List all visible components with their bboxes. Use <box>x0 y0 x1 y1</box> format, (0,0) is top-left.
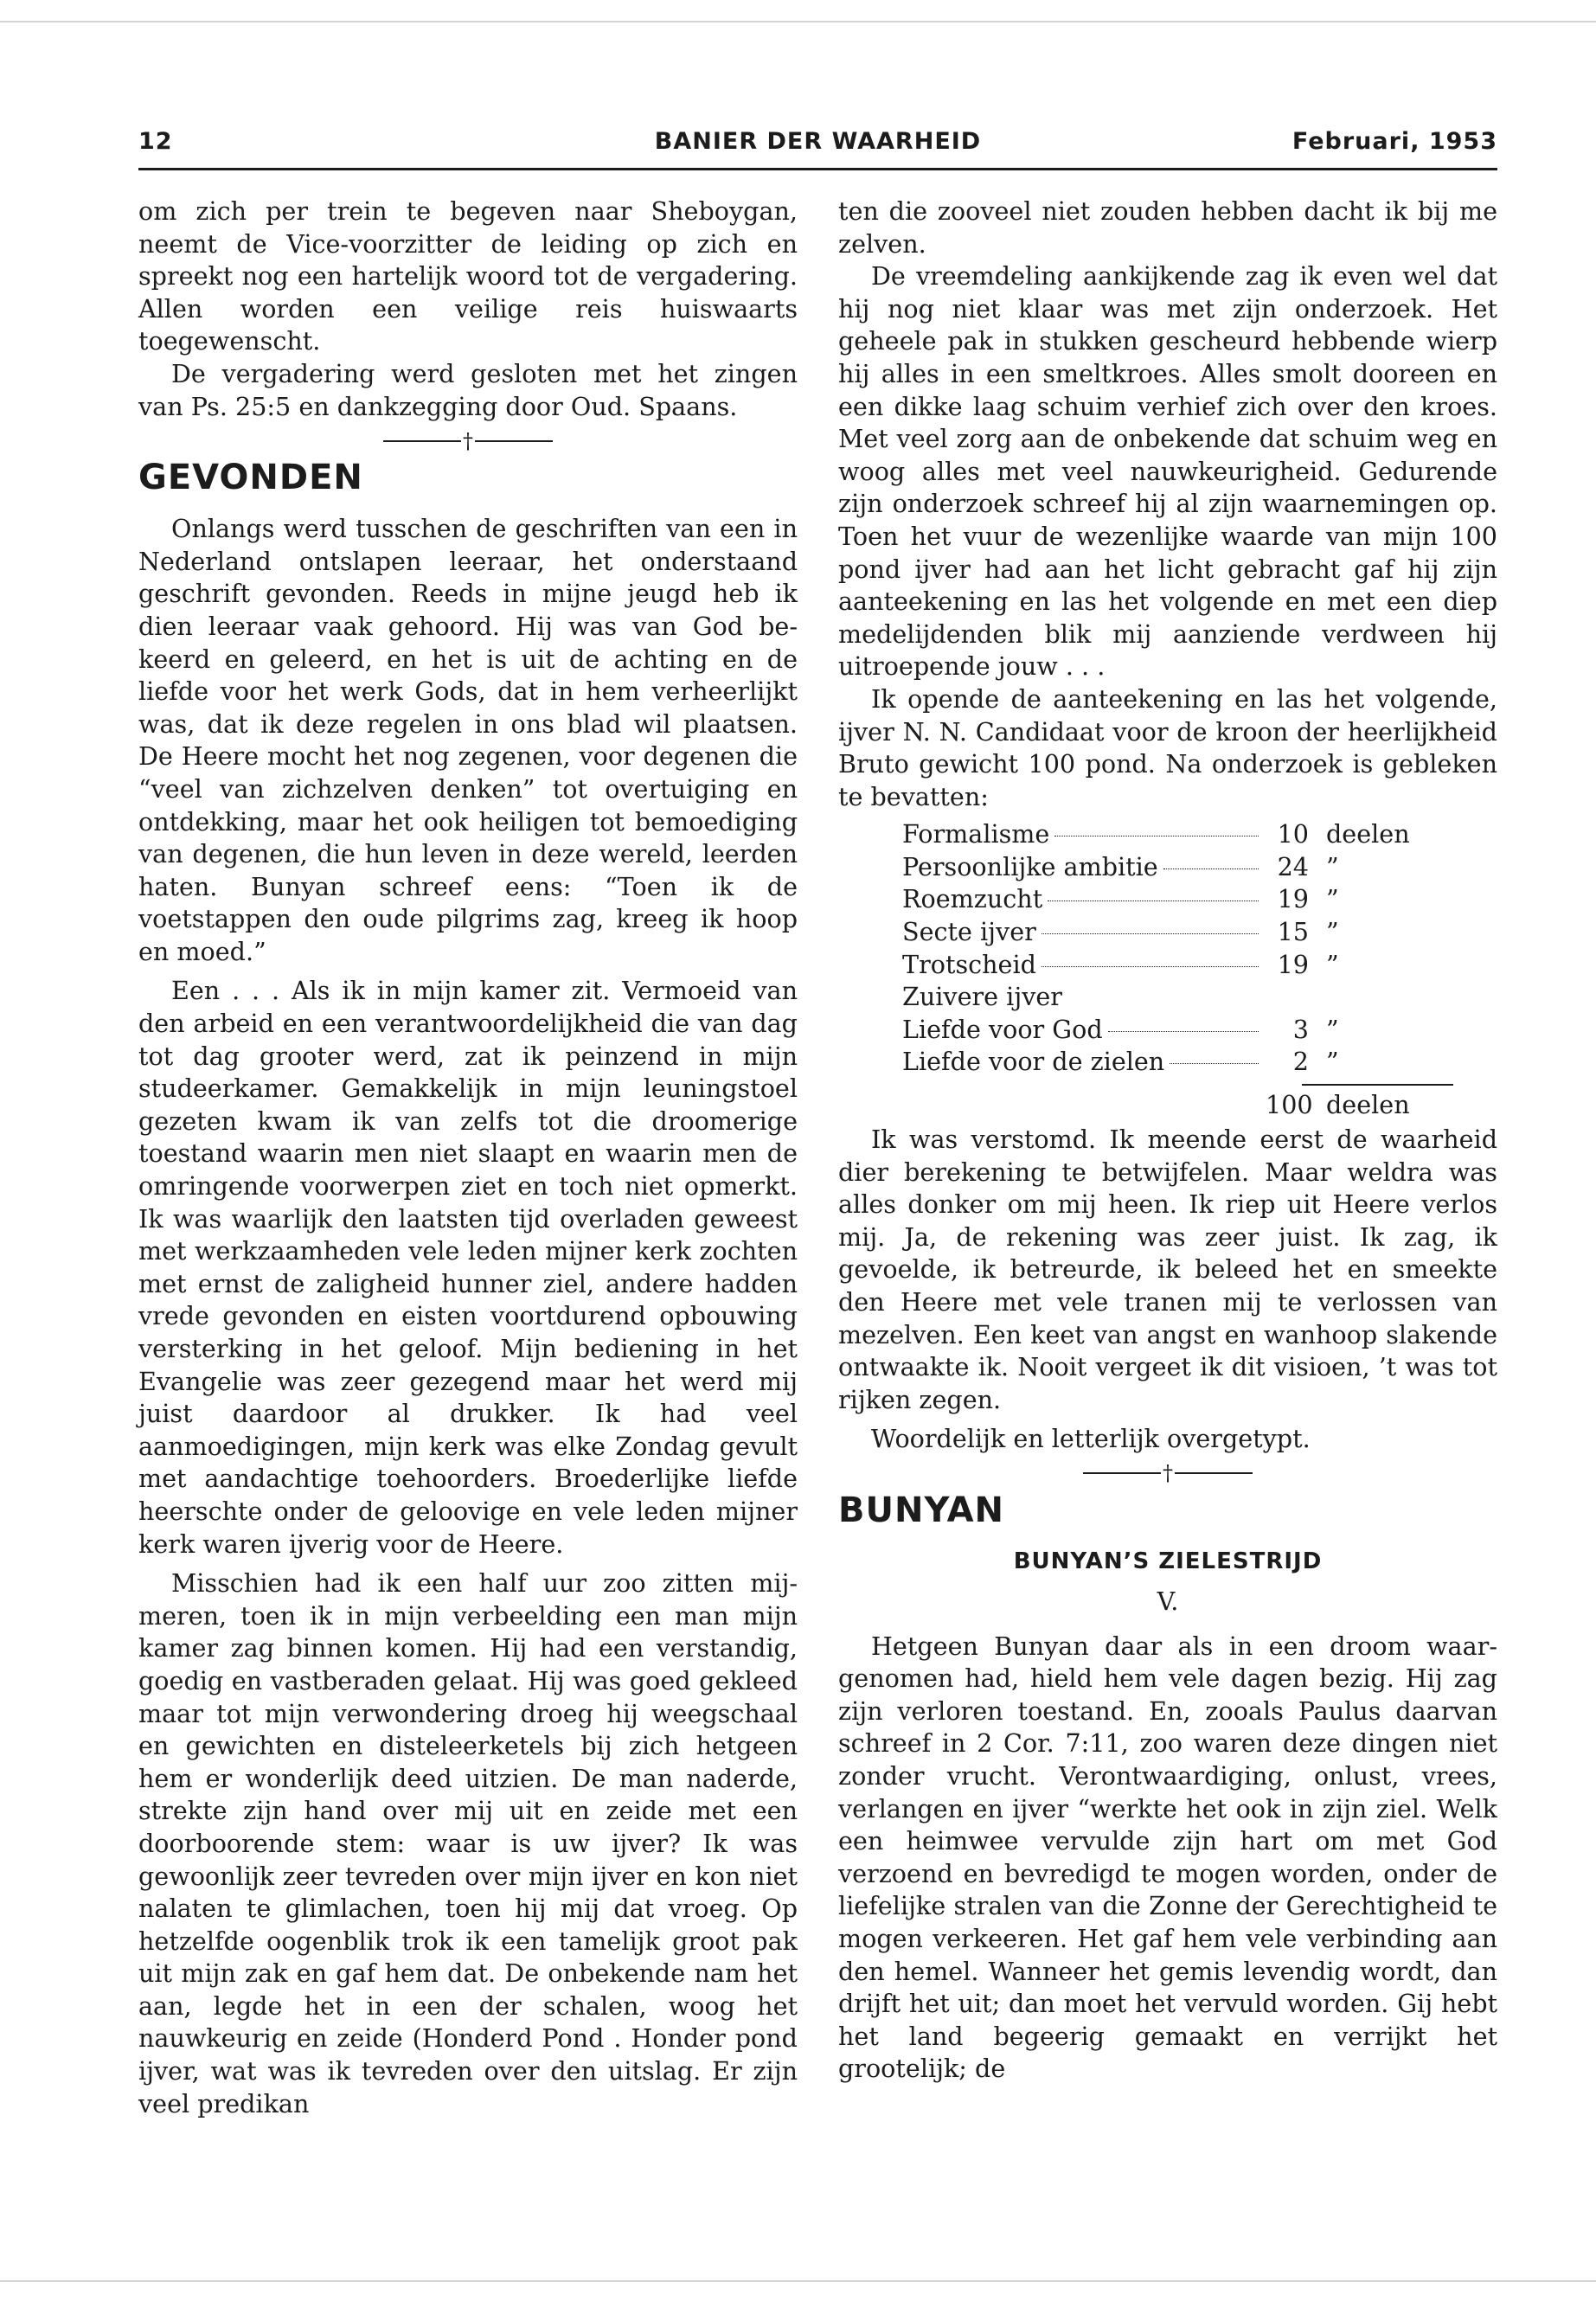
table-unit: ” <box>1326 851 1339 881</box>
right-column <box>838 195 1497 2086</box>
article-paragraph: Misschien had ik een half uur zoo zitten mijmeren, toen ik in mijn verbeelding een man mijn kamer zag binnen komen. Hij had een verstandig, goedig en vastberaden gelaat. Hij was goed gekleed maar tot mijn verwondering droeg hij weegschaal en gewichten en disteleerketels bij zich hetgeen hem er wonderlijk deed uitzien. De man naderde, strekte zijn hand over mij uit en zeide met een doorboorende stem: waar is uw ijver? Ik was gewoonlijk zeer tevreden over mijn ijver en kon niet nalaten te glimlachen, toen hij mij dat vroeg. Op hetzelfde oogenblik trok ik een tamelijk groot pak uit mijn zak en gaf hem dat. De onbekende nam het aan, legde het in een der schalen, woog het nauwkeurig en zeide (Honderd Pond . Honder pond ijver, wat was ik tevreden over den uitslag. Er zijn veel predikan <box>138 1568 798 2118</box>
page-top-edge <box>0 21 1596 22</box>
article-paragraph: Een . . . Als ik in mijn kamer zit. Vermoeid van den arbeid en een verantwoordelijkheid die van dag tot dag grooter werd, zat ik peinzend in mijn studeerkamer. Gemakkelijk in mijn leuningstoel gezeten kwam ik van zelfs tot die droomerige toestand waarin men niet slaapt en waarin men de omringende voorwerpen ziet en toch niet opmerkt. Ik was waarlijk den laatsten tijd overladen geweest met werkzaamheden vele leden mijner kerk zochten met ernst de zaligheid hunner ziel, andere hadden vrede gevonden en eisten voortdurend opbouwing versterking in het geloof. Mijn bediening in het Evangelie was zeer gezegend maar het werd mij juist daardoor al drukker. Ik had veel aanmoedigingen, mijn kerk was elke Zondag gevult met aandachtige toehoorders. Broederlijke liefde heerschte onder de geloovige en vele leden mijner kerk waren ijverig voor de Heere. <box>138 976 798 1559</box>
transcription-note: Woordelijk en letterlijk overgetypt. <box>871 1424 1311 1454</box>
table-value: 19 <box>1277 884 1309 914</box>
article-paragraph: Ik opende de aanteekening en las het volgende, ijver N. N. Candidaat voor de kroon der heerlijkheid Bruto gewicht 100 pond. Na onderzoek is gebleken te bevatten: <box>838 683 1497 811</box>
table-value: 2 <box>1292 1047 1309 1077</box>
table-label: Secte ijver <box>902 917 1036 947</box>
table-row <box>902 883 1421 916</box>
table-value: 3 <box>1292 1014 1309 1044</box>
left-column <box>138 195 798 2120</box>
page-header <box>138 128 1497 163</box>
table-unit: ” <box>1326 884 1339 914</box>
table-row <box>902 949 1421 982</box>
section-separator <box>138 425 798 454</box>
table-label: Formalisme <box>902 819 1050 849</box>
dot-leader <box>1042 933 1259 934</box>
table-row <box>902 916 1421 949</box>
table-label: Roemzucht <box>902 884 1043 914</box>
publication-title: BANIER DER WAARHEID <box>654 128 982 155</box>
article-paragraph: De vreemdeling aankijkende zag ik even wel dat hij nog niet klaar was met zijn onderzoek. Het geheele pak in stukken gescheurd hebbende wierp hij alles in een smeltkroes. Alles smolt dooreen en een dikke laag schuim verhief zich over den kroes. Met veel zorg aan de onbekende dat schuim weg en woog alles met veel nauwkeurigheid. Gedurende zijn onderzoek schreef hij al zijn waarnemingen op. Toen het vuur de wezenlijke waarde van mijn 100 pond ijver had aan het licht gebracht gaf hij zijn aanteekening en las het volgende en met een diep medelijdenden blik mij aanziende verdween hij uitroepende jouw . . . <box>838 261 1497 682</box>
header-rule <box>138 168 1497 170</box>
table-total-row <box>902 1089 1421 1124</box>
table-value: 10 <box>1277 819 1309 849</box>
table-label: Trotscheid <box>902 949 1036 979</box>
table-value: 15 <box>1277 917 1309 947</box>
table-label: Persoonlijke ambitie <box>902 851 1158 881</box>
article-paragraph: Ik was verstomd. Ik meende eerst de waarheid dier berekening te betwijfelen. Maar weldra was alles donker om mij heen. Ik riep uit Heere verlos mij. Ja, de rekening was zeer juist. Ik zag, ik gevoelde, ik betreurde, ik beleed het en smeekte den Heere met vele tranen mij te verlossen van mezelven. Een keet van angst en wanhoop slakende ontwaakte ik. Nooit vergeet ik dit visioen, ’t was tot rijken zegen. <box>838 1125 1497 1414</box>
table-row <box>902 851 1421 884</box>
table-row <box>902 818 1421 851</box>
section-title-gevonden: GEVONDEN <box>138 458 363 498</box>
table-unit: deelen <box>1326 819 1410 849</box>
section-separator <box>838 1458 1497 1487</box>
page-number: 12 <box>138 128 173 155</box>
table-total-unit: deelen <box>1326 1090 1410 1120</box>
article-paragraph: Onlangs werd tusschen de geschriften van een in Nederland ontslapen leeraar, het onderstaand geschrift gevonden. Reeds in mijne jeugd heb ik dien leeraar vaak gehoord. Hij was van God bekeerd en geleerd, en het is uit de achting en de liefde voor het werk Gods, dat in hem verheerlijkt was, dat ik deze regelen in ons blad wil plaatsen. De Heere mocht het nog zegenen, voor degenen die “veel van zichzelven denken” tot overtuiging en ontdekking, maar het ook heiligen tot bemoediging van degenen, die hun leven in deze wereld, leerden haten. Bunyan schreef eens: “Toen ik de voetstappen den oude pilgrims zag, kreeg ik hoop en moed.” <box>138 514 798 966</box>
article-subtitle: BUNYAN’S ZIELESTRIJD <box>1013 1548 1323 1574</box>
article-paragraph: ten die zooveel niet zouden hebben dacht ik bij me zelven. <box>838 196 1497 259</box>
table-total-value: 100 <box>1266 1090 1313 1120</box>
issue-date: Februari, 1953 <box>1292 128 1497 155</box>
article-paragraph: Hetgeen Bunyan daar als in een droom waargenomen had, hield hem vele dagen bezig. Hij zag zijn verloren toestand. En, zooals Paulus daarvan schreef in 2 Cor. 7:11, zoo waren deze dingen niet zonder vrucht. Verontwaardiging, onlust, vrees, verlangen en ijver “werkte het ook in zijn ziel. Welk een heimwee vervulde zijn hart om met God verzoend en bevredigd te mogen worden, onder de liefelijke stralen van die Zonne der Gerechtigheid te mogen verkeeren. Het gaf hem vele verbinding aan den hemel. Wanneer het gemis levendig wordt, dan drijft het uit; dan moet het vervuld worden. Gij hebt het land begeerig gemaakt en verrijkt het grootelijk; de <box>838 1631 1497 2084</box>
dagger-icon: † <box>1163 1461 1173 1486</box>
dagger-icon: † <box>463 428 473 453</box>
table-label: Liefde voor de zielen <box>902 1047 1165 1077</box>
table-unit: ” <box>1326 917 1339 947</box>
dot-leader <box>1163 868 1259 869</box>
table-unit: ” <box>1326 1047 1339 1077</box>
table-value: 19 <box>1277 949 1309 979</box>
section-title-bunyan: BUNYAN <box>838 1490 1005 1530</box>
part-number: V. <box>1157 1586 1179 1616</box>
page-bottom-edge <box>0 2280 1596 2282</box>
zeal-table <box>902 818 1421 1124</box>
dot-leader <box>1042 966 1259 967</box>
table-row <box>902 1014 1421 1047</box>
intro-paragraph: om zich per trein te begeven naar Sheboygan, neemt de Vice-voorzitter de leiding op zich en spreekt nog een hartelijk woord tot de vergadering. Allen worden een veilige reis huiswaarts toegewenscht. <box>138 196 798 356</box>
table-total-rule <box>1302 1084 1453 1086</box>
table-row <box>902 981 1421 1014</box>
dot-leader <box>1108 1031 1259 1032</box>
table-unit: ” <box>1326 949 1339 979</box>
table-value: 24 <box>1277 851 1309 881</box>
table-label: Zuivere ijver <box>902 982 1062 1012</box>
closing-paragraph: De vergadering werd gesloten met het zingen van Ps. 25:5 en dankzegging door Oud. Spaans. <box>138 358 798 421</box>
table-row <box>902 1046 1421 1079</box>
dot-leader <box>1170 1063 1259 1064</box>
table-label: Liefde voor God <box>902 1014 1103 1044</box>
table-unit: ” <box>1326 1014 1339 1044</box>
